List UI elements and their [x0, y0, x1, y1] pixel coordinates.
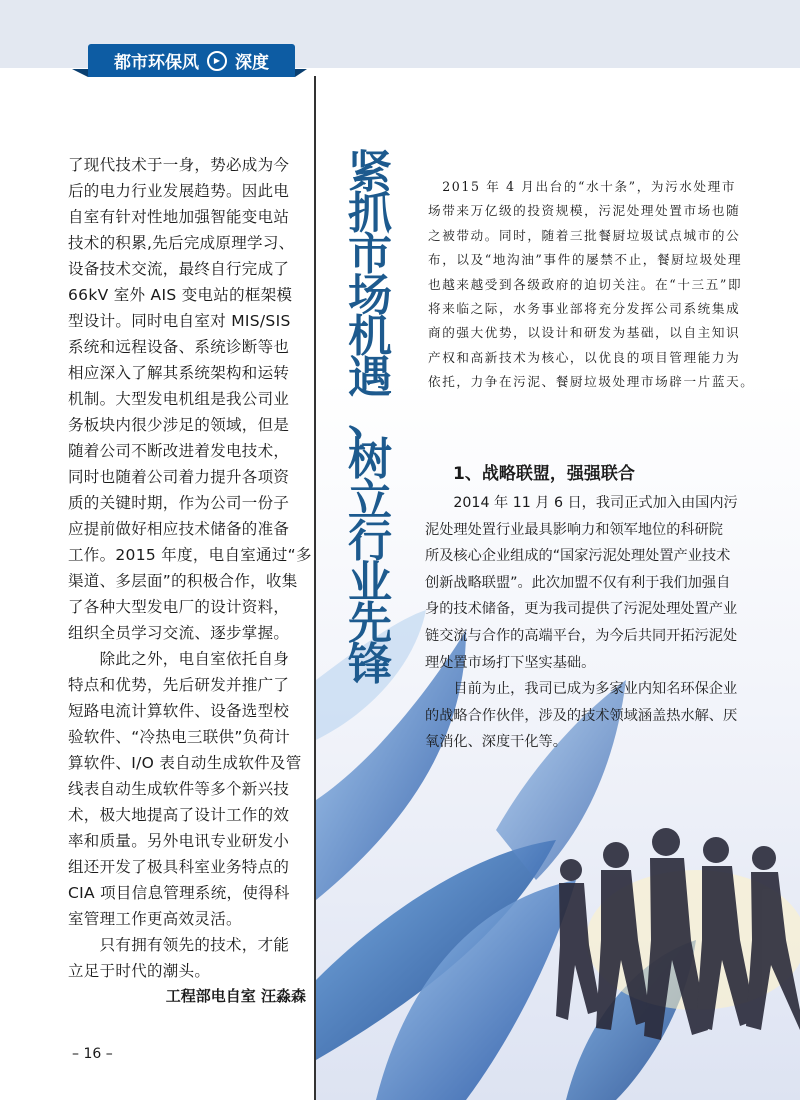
title-char: 紧 — [348, 147, 392, 198]
title-char: 立 — [348, 475, 392, 526]
intro-line: 将来临之际，水务事业部将充分发挥公司系统集成 — [428, 301, 741, 317]
article-title — [344, 147, 396, 690]
text-line: 66kV 室外 AIS 变电站的框架模 — [68, 286, 293, 304]
tab-fold-left — [72, 69, 88, 77]
text-line: 术，极大地提高了设计工作的效 — [68, 806, 290, 824]
text-line: 短路电流计算软件、设备选型校 — [68, 702, 290, 720]
body-line: 目前为止，我司已成为多家业内知名环保企业 — [425, 681, 738, 698]
text-line: 应提前做好相应技术储备的准备 — [68, 520, 290, 538]
title-char: 锋 — [348, 639, 392, 690]
left-column-text — [68, 152, 310, 984]
title-char: 场 — [348, 270, 392, 321]
section-heading: 1、战略联盟，强强联合 — [453, 464, 635, 484]
title-char: 遇 — [348, 352, 392, 403]
title-char: 先 — [348, 598, 392, 649]
body-line: 氧消化、深度干化等。 — [425, 734, 567, 751]
text-line: 自室有针对性地加强智能变电站 — [68, 208, 290, 226]
text-line: 算软件、I/O 表自动生成软件及管 — [68, 754, 302, 772]
text-line: 了现代技术于一身，势必成为今 — [68, 156, 290, 174]
body-line: 2014 年 11 月 6 日，我司正式加入由国内污 — [425, 495, 738, 511]
body-line: 创新战略联盟”。此次加盟不仅有利于我们加强自 — [425, 574, 731, 591]
title-char: 抓 — [348, 188, 392, 239]
text-line: 线表自动生成软件等多个新兴技 — [68, 780, 290, 798]
text-line: 随着公司不断改进着发电技术， — [68, 442, 290, 460]
text-line: 质的关键时期，作为公司一份子 — [68, 494, 290, 512]
intro-line: 依托，力争在污泥、餐厨垃圾处理市场辟一片蓝天。 — [428, 374, 755, 390]
title-char: 机 — [348, 311, 392, 362]
text-line: 技术的积累,先后完成原理学习、 — [68, 234, 295, 252]
text-line: 组织全员学习交流、逐步掌握。 — [68, 624, 290, 642]
body-line: 理处置市场打下坚实基础。 — [425, 654, 596, 671]
text-line: 特点和优势，先后研发并推广了 — [68, 676, 290, 694]
text-line: 型设计。同时电自室对 MIS/SIS — [68, 312, 291, 330]
intro-line: 产权和高新技术为核心，以优良的项目管理能力为 — [428, 349, 741, 365]
text-line: 率和质量。另外电讯专业研发小 — [68, 832, 290, 850]
title-char: 、 — [348, 393, 392, 444]
text-line: 工作。2015 年度，电自室通过“多 — [68, 546, 312, 564]
intro-line: 2015 年 4 月出台的“水十条”，为污水处理市 — [428, 179, 737, 194]
article-intro — [428, 175, 778, 395]
title-char: 行 — [348, 516, 392, 567]
body-line: 所及核心企业组成的“国家污泥处理处置产业技术 — [425, 548, 731, 565]
text-line: 只有拥有领先的技术，才能 — [68, 936, 290, 954]
text-line: 务板块内很少涉足的领域，但是 — [68, 416, 290, 434]
author-signature: 工程部电自室 汪淼森 — [165, 987, 306, 1005]
text-line: 除此之外，电自室依托自身 — [68, 650, 290, 668]
intro-line: 场带来万亿级的投资规模，污泥处理处置市场也随 — [428, 203, 741, 219]
body-line: 泥处理处置行业最具影响力和领军地位的科研院 — [425, 521, 723, 538]
text-line: 系统和远程设备、系统诊断等也 — [68, 338, 290, 356]
intro-line: 之被带动。同时，随着三批餐厨垃圾试点城市的公 — [428, 227, 741, 243]
section-tab — [88, 44, 295, 77]
section-label: 深度 — [235, 53, 269, 73]
text-line: 了各种大型发电厂的设计资料， — [68, 598, 290, 616]
text-line: 相应深入了解其系统架构和运转 — [68, 364, 290, 382]
title-char: 树 — [348, 434, 392, 485]
text-line: 室管理工作更高效灵活。 — [68, 910, 242, 928]
tab-fold-right — [295, 69, 307, 77]
body-line: 链交流与合作的高端平台，为今后共同开拓污泥处 — [425, 627, 738, 644]
page-number: – 16 – — [72, 1046, 113, 1062]
text-line: 立足于时代的潮头。 — [68, 962, 211, 980]
intro-line: 商的强大优势，以设计和研发为基础，以自主知识 — [428, 325, 741, 341]
text-line: 验软件、“冷热电三联供”负荷计 — [68, 728, 291, 746]
title-char: 市 — [348, 229, 392, 280]
text-line: 机制。大型发电机组是我公司业 — [68, 390, 290, 408]
text-line: 后的电力行业发展趋势。因此电 — [68, 182, 290, 200]
text-line: 渠道、多层面”的积极合作，收集 — [68, 572, 298, 590]
body-line: 身的技术储备，更为我司提供了污泥处理处置产业 — [425, 601, 738, 618]
intro-line: 也越来越受到各级政府的迫切关注。在“十三五”即 — [428, 276, 743, 292]
title-char: 业 — [348, 557, 392, 608]
text-line: CIA 项目信息管理系统，使得科 — [68, 884, 290, 902]
magazine-name: 都市环保风 — [114, 53, 199, 73]
text-line: 组还开发了极具科室业务特点的 — [68, 858, 290, 876]
body-line: 的战略合作伙伴，涉及的技术领域涵盖热水解、厌 — [425, 707, 738, 724]
text-line: 同时也随着公司着力提升各项资 — [68, 468, 290, 486]
intro-line: 布，以及“地沟油”事件的屡禁不止，餐厨垃圾处理 — [428, 252, 743, 268]
play-circle-icon: ▶ — [207, 51, 227, 71]
section-body — [425, 490, 785, 756]
text-line: 设备技术交流，最终自行完成了 — [68, 260, 290, 278]
